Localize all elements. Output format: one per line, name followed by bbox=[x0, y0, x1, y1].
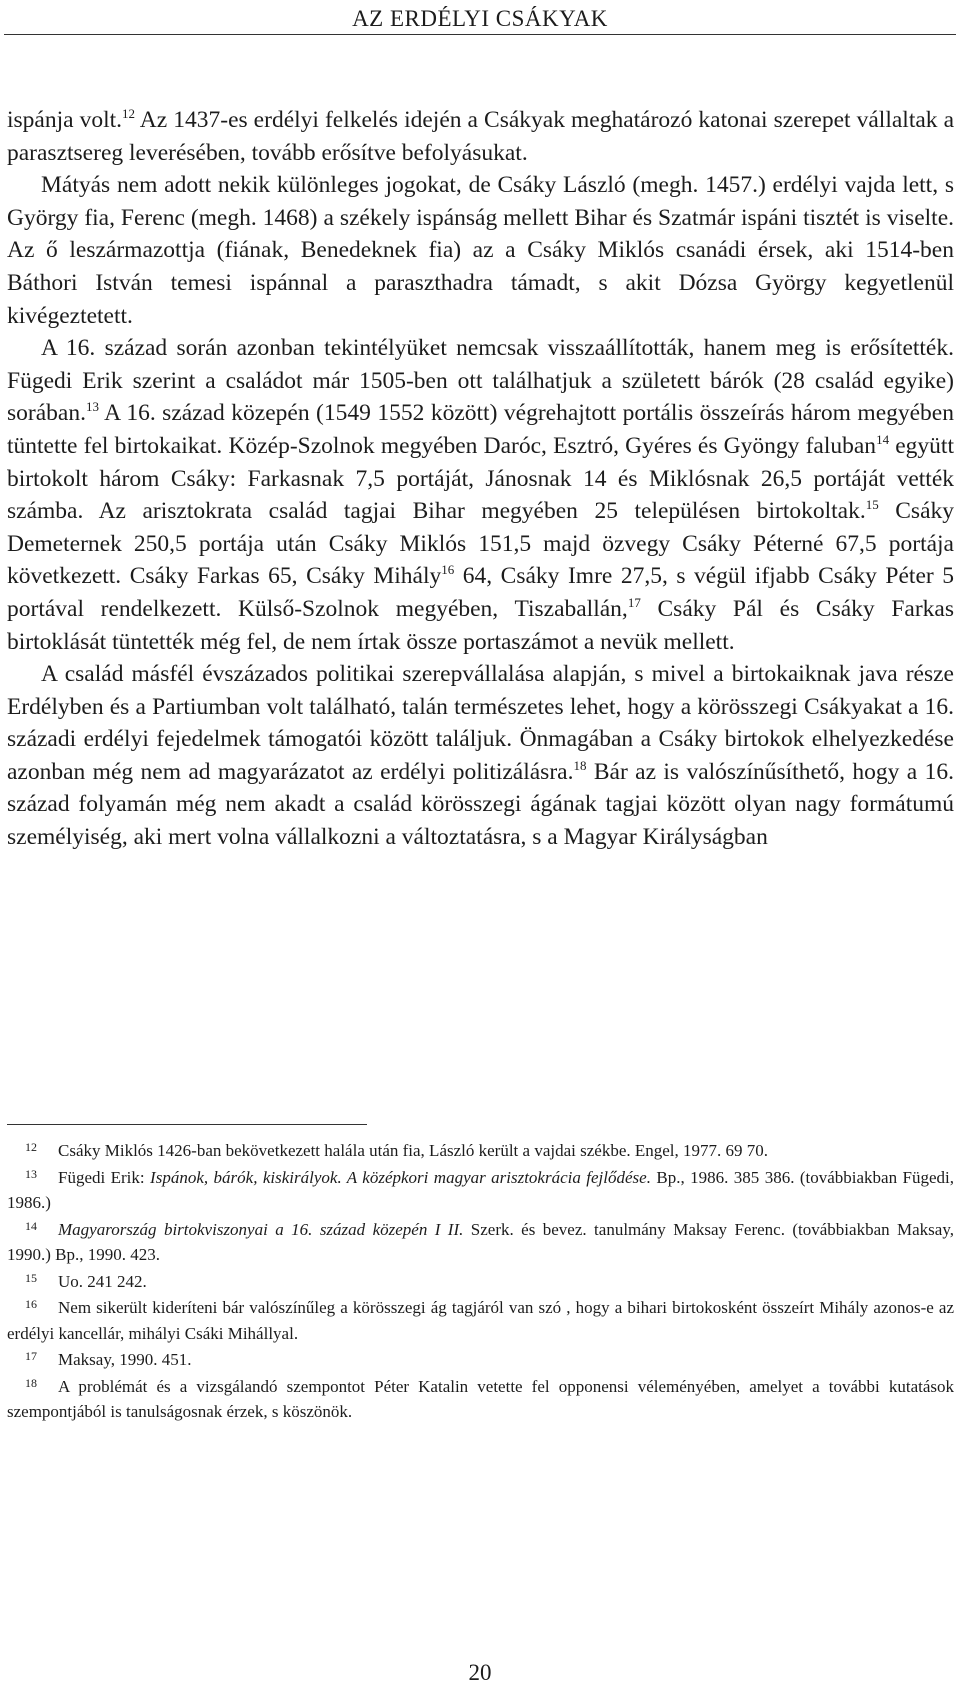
running-header: AZ ERDÉLYI CSÁKYAK bbox=[352, 6, 608, 31]
text-span: A család másfél évszázados politikai szerepvállalása alapján, s mivel a birtokaiknak java része Erdélyben és a Partiumban volt található, talán természetes lehet, hogy a körösszegi Csákyakat a 16. századi erdélyi fejedelmek támogatói között találjuk. Önmagában a Csáky birtokok elhelyezkedése azonban még nem ad magyarázatot az erdélyi politizálásra. bbox=[7, 661, 954, 785]
footnote-divider bbox=[7, 1124, 367, 1125]
footnote-text: Szerk. és bevez. tanulmány Maksay Ferenc. (továbbiakban Maksay, 1990.) Bp., 1990. 423. bbox=[7, 1219, 954, 1264]
text-span: 64, Csáky Imre 27,5, s végül ifjabb Csáky Péter 5 portával rendelkezett. Külső-Szolnok megyében, Tiszaballán, bbox=[7, 563, 954, 622]
text-span: Bár az is valószínűsíthető, hogy a 16. század folyamán még nem akadt a család körösszegi ágának tagjai között olyan nagy formátumú személyiség, aki mert volna vállalkozni a változtatásra, s a Magyar Királyságban bbox=[7, 758, 954, 851]
text-span: A 16. század közepén (1549 1552 között) végrehajtott portális összeírás három megyében tüntette fel birtokaikat. Közép-Szolnok megyében Daróc, Esztró, Gyéres és Gyöngy faluban bbox=[7, 400, 954, 459]
footnote-text: Uo. 241 242. bbox=[58, 1271, 147, 1291]
footnotes-section bbox=[7, 1138, 954, 1426]
footnote-ref-12[interactable]: 12 bbox=[122, 106, 136, 121]
text-span: ispánja volt. bbox=[7, 107, 123, 133]
footnote-text: Csáky Miklós 1426-ban bekövetkezett halála után fia, László került a vajdai székbe. Engel, 1977. 69 70. bbox=[58, 1141, 769, 1160]
footnote-ref-13[interactable]: 13 bbox=[85, 399, 99, 415]
text-span: együtt birtokolt három Csáky: Farkasnak 7,5 portáját, Jánosnak 14 és Miklósnak 26,5 portáját vették számba. Az arisztokrata család tagjai Bihar megyében 25 településen birtokoltak. bbox=[7, 432, 954, 525]
text-span: Csáky Pál és Csáky Farkas birtoklását tüntették még fel, de nem írtak össze portaszámot a nevük mellett. bbox=[7, 595, 954, 655]
paragraph-2 bbox=[7, 169, 954, 332]
footnote-ref-14[interactable]: 14 bbox=[876, 431, 890, 447]
footnote-13: 13 Fügedi Erik: Ispánok, bárók, kiskirályok. A középkori magyar arisztokrácia fejlődése. Bp., 1986. 385 386. (továbbiakban Fügedi, 1986.) bbox=[7, 1166, 954, 1212]
footnote-14: 14 Magyarország birtokviszonyai a 16. század közepén I II. Szerk. és bevez. tanulmány Maksay Ferenc. (továbbiakban Maksay, 1990.) Bp., 1990. 423. bbox=[7, 1218, 954, 1264]
header-divider bbox=[4, 34, 956, 35]
paragraph-3 bbox=[7, 332, 954, 658]
paragraph-4 bbox=[7, 658, 954, 854]
footnote-text: Magyarország birtokviszonyai a 16. század közepén I II. bbox=[58, 1219, 464, 1239]
page-number: 20 bbox=[468, 1660, 492, 1685]
footnote-15: 15 Uo. 241 242. bbox=[25, 1270, 147, 1291]
footnote-ref-18[interactable]: 18 bbox=[573, 757, 587, 773]
footnote-text: Nem sikerült kideríteni bár valószínűleg a körösszegi ág tagjáról van szó , hogy a bihari birtokosként összeírt Mihály azonos-e az erdélyi kancellár, mihályi Csáki Mihállyal. bbox=[7, 1298, 954, 1343]
footnote-text: Fügedi Erik: bbox=[58, 1167, 151, 1187]
main-text bbox=[7, 104, 954, 854]
footnote-text: Maksay, 1990. 451. bbox=[58, 1350, 192, 1369]
footnote-ref-15[interactable]: 15 bbox=[865, 497, 879, 513]
footnote-ref-16[interactable]: 16 bbox=[441, 562, 455, 578]
footnote-12: 12 Csáky Miklós 1426-ban bekövetkezett halála után fia, László került a vajdai székbe. Engel, 1977. 69 70. bbox=[25, 1140, 769, 1160]
footnote-17: 17 Maksay, 1990. 451. bbox=[25, 1349, 192, 1369]
footnote-text: A problémát és a vizsgálandó szempontot Péter Katalin vetette fel opponensi véleményében, amelyet a további kutatások szempontjából is tanulságosnak érzek, s köszönök. bbox=[7, 1376, 954, 1421]
footnote-18: 18 A problémát és a vizsgálandó szempontot Péter Katalin vetette fel opponensi véleményében, amelyet a további kutatások szempontjából is tanulságosnak érzek, s köszönök. bbox=[7, 1375, 954, 1421]
footnote-16: 16 Nem sikerült kideríteni bár valószínűleg a körösszegi ág tagjáról van szó , hogy a bihari birtokosként összeírt Mihály azonos-e az erdélyi kancellár, mihályi Csáki Mihállyal. bbox=[7, 1297, 954, 1343]
footnote-text: Ispánok, bárók, kiskirályok. A középkori magyar arisztokrácia fejlődése. bbox=[150, 1167, 651, 1187]
text-span: A 16. század során azonban tekintélyüket nemcsak visszaállították, hanem meg is erősítették. Fügedi Erik szerint a családot már 1505-ben ott találhatjuk a született bárók (28 család egyike) sorában. bbox=[7, 335, 954, 427]
text-span: Csáky Demeternek 250,5 portája után Csáky Miklós 151,5 majd özvegy Csáky Péterné 67,5 portája következett. Csáky Farkas 65, Csáky Mihály bbox=[7, 498, 954, 590]
paragraph-1 bbox=[7, 104, 954, 169]
text-span: Mátyás nem adott nekik különleges jogokat, de Csáky László (megh. 1457.) erdélyi vajda lett, s György fia, Ferenc (megh. 1468) a székely ispánság mellett Bihar és Szatmár ispáni tisztét is viselte. Az ő leszármazottja (fiának, Benedeknek fia) az a Csáky Miklós csanádi érsek, aki 1514-ben Báthori István temesi ispánnal a paraszthadra támadt, s akit Dózsa György kegyetlenül kivégeztetett. bbox=[7, 172, 954, 329]
footnote-text: Bp., 1986. 385 386. (továbbiakban Fügedi, 1986.) bbox=[7, 1167, 954, 1212]
footnote-ref-17[interactable]: 17 bbox=[627, 594, 641, 610]
text-span: Az 1437-es erdélyi felkelés idején a Csákyak meghatározó katonai szerepet vállaltak a parasztsereg leverésében, tovább erősítve befolyásukat. bbox=[7, 107, 955, 166]
